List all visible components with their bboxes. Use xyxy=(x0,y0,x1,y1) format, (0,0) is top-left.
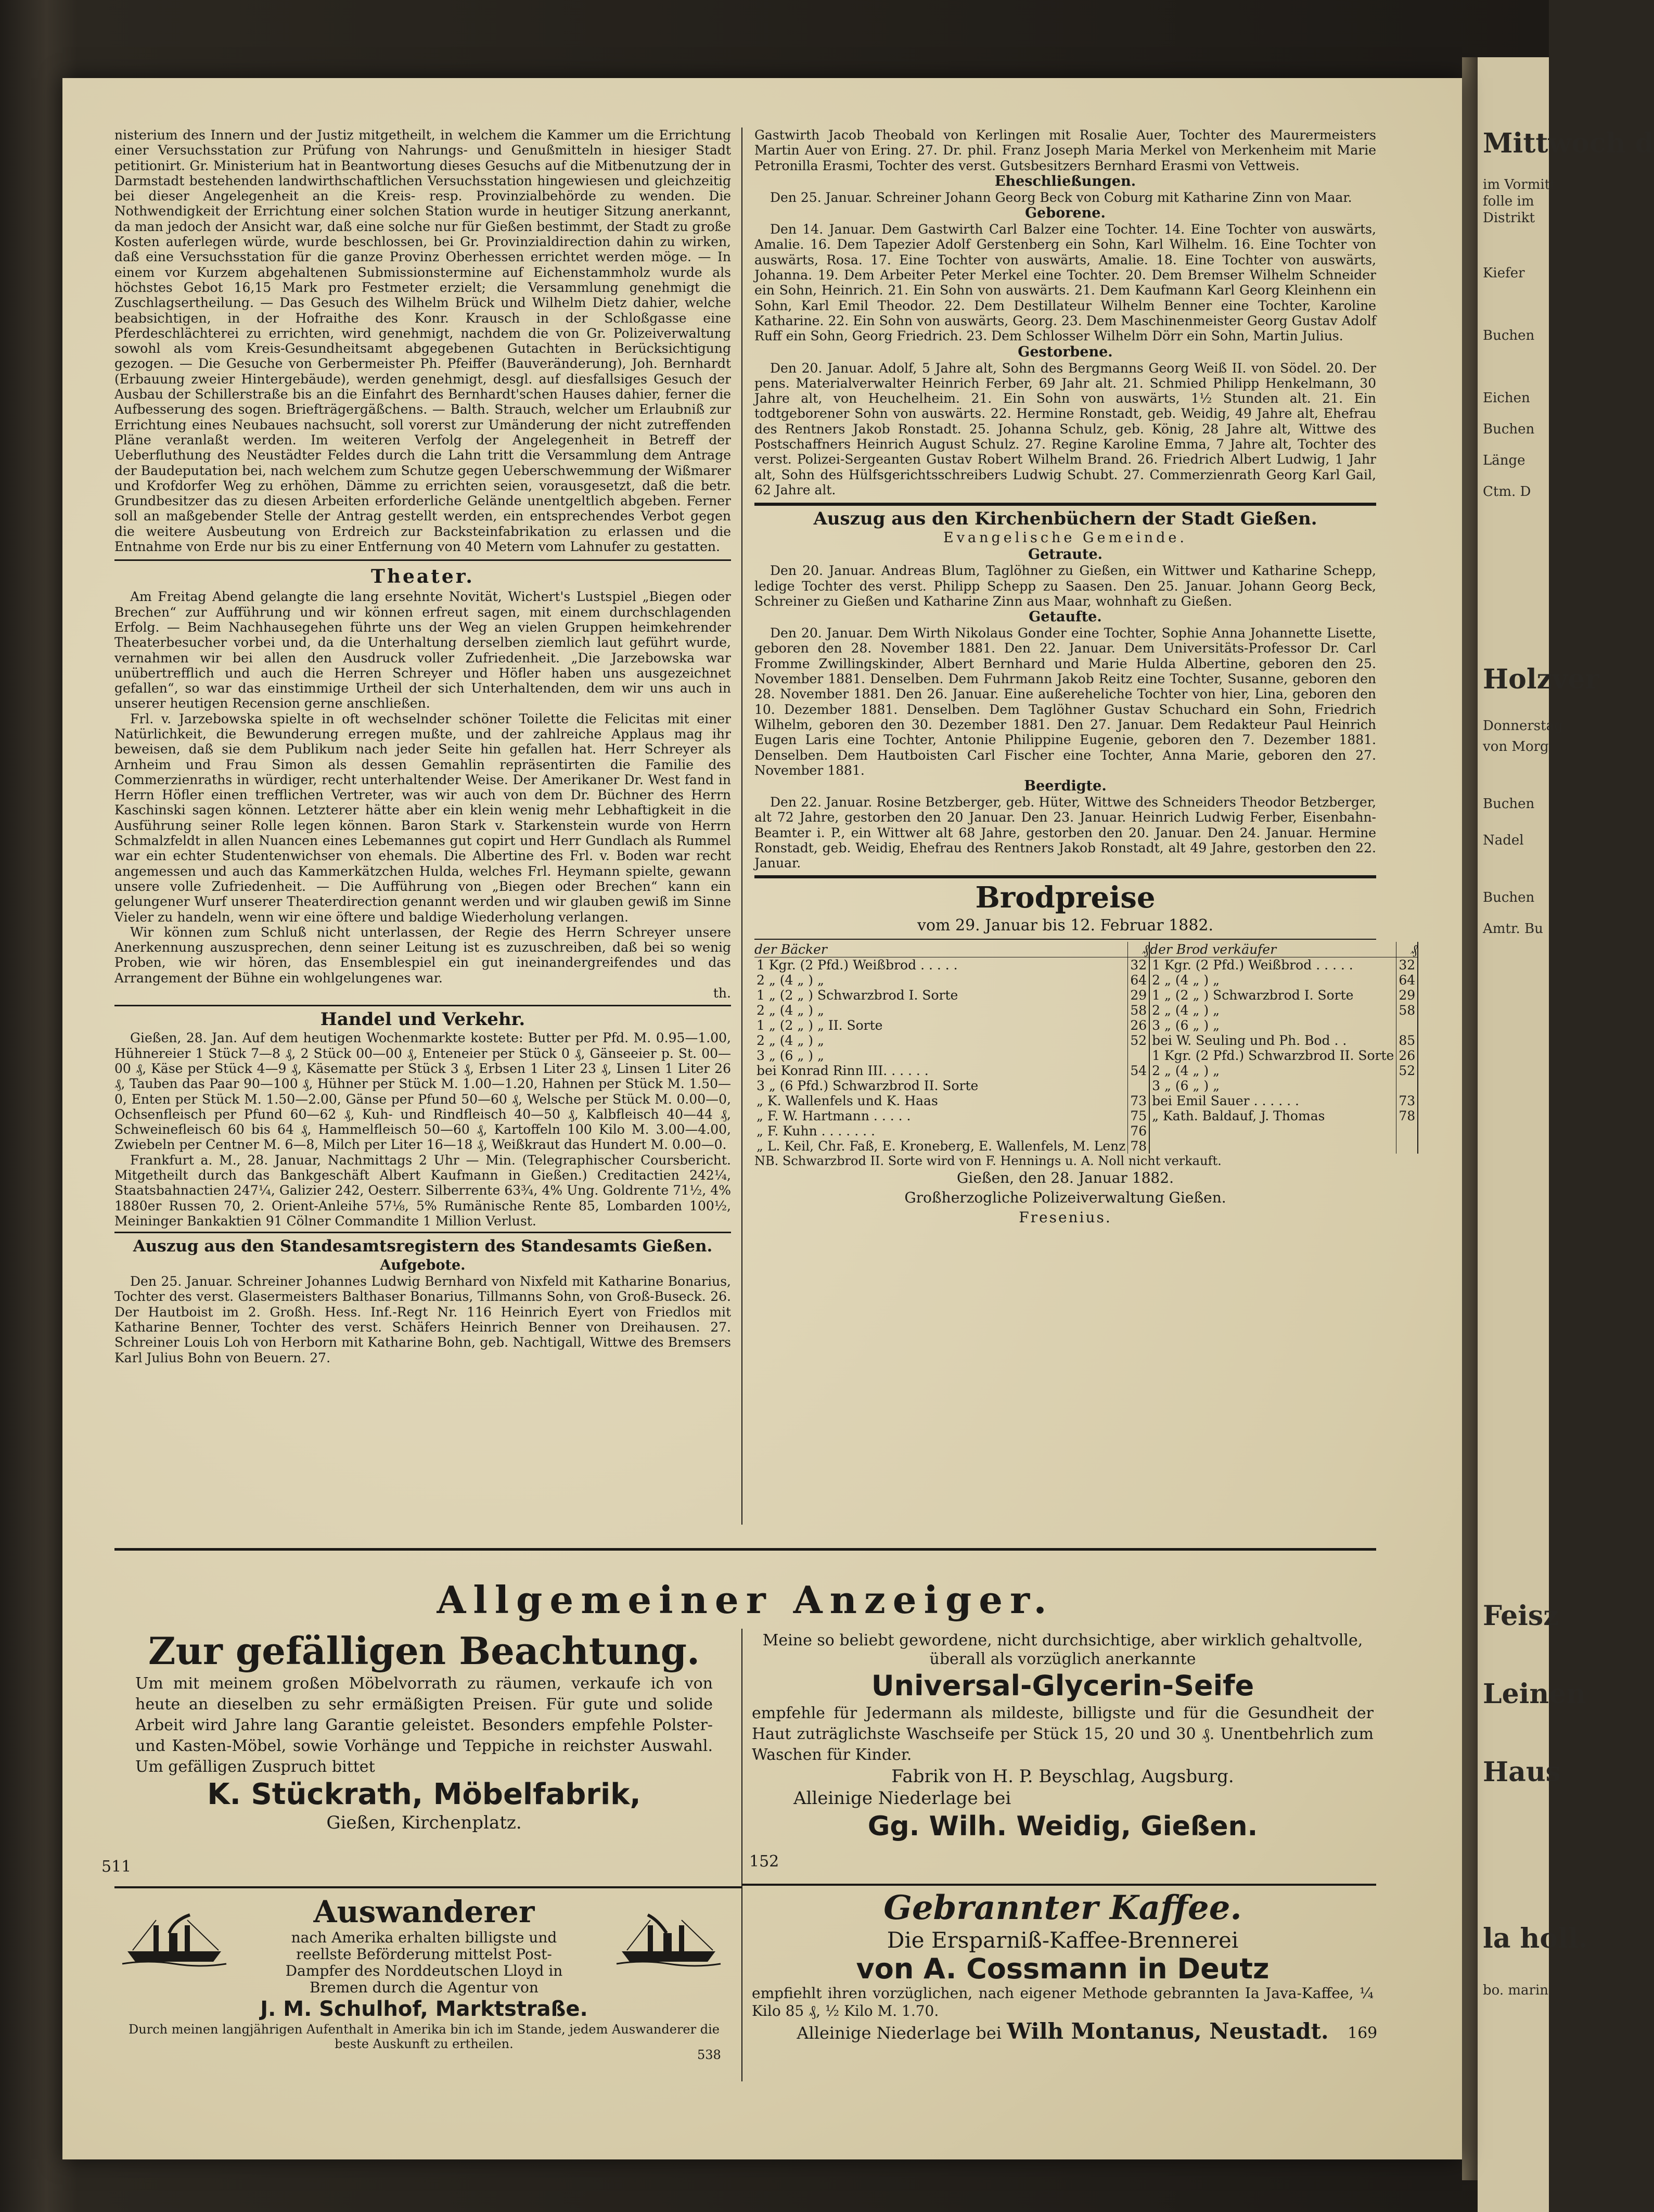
ads-top-rule xyxy=(114,1548,1376,1551)
bread-price-left: 76 xyxy=(1128,1123,1149,1139)
theater-paragraph: Wir können zum Schluß nicht unterlassen, der Regie des Herrn Schreyer unsere Anerkennung auszusprechen, denn seiner Leitung ist es zuzuschreiben, daß bei so wenig Proben, wie wir hören, das Ensemblespiel ein gut ineinandergreifendes und das Arrangement der Bühne ein wohlgelungenes war. xyxy=(114,924,731,986)
bread-note: NB. Schwarzbrod II. Sorte wird von F. Hennings u. A. Noll nicht verkauft. xyxy=(754,1153,1222,1168)
steamship-icon xyxy=(122,1910,226,1967)
coffee-ad-firm: von A. Cossmann in Deutz xyxy=(856,1952,1270,1985)
banns-continued: Gastwirth Jacob Theobald von Kerlingen mit Rosalie Auer, Tochter des Maurermeisters Martin Auer von Ering. 27. Dr. phil. Franz Joseph Maria Merkel von Merkenheim mit Marie Petronilla Erasmi, Tochter des verst. Gutsbesitzers Bernhard Erasmi von Vettweis. xyxy=(754,127,1376,173)
bread-item-right: 2 „ (4 „ ) „ xyxy=(1152,972,1220,988)
table-header-price-unit: ₰ xyxy=(1128,942,1149,957)
bread-price-row xyxy=(754,1033,1418,1048)
bread-item-left: 2 „ (4 „ ) „ xyxy=(757,1032,824,1048)
ad-number: 152 xyxy=(749,1852,779,1871)
bread-price-left: 64 xyxy=(1128,973,1149,988)
bread-price-row xyxy=(754,1063,1418,1078)
bread-price-left: 26 xyxy=(1128,1018,1149,1033)
bread-item-right: 2 „ (4 „ ) „ xyxy=(1152,1002,1220,1018)
bread-price-right: 52 xyxy=(1396,1063,1418,1078)
bread-item-left: „ K. Wallenfels und K. Haas xyxy=(757,1093,938,1108)
coffee-ad-subtitle: Die Ersparniß-Kaffee-Brennerei xyxy=(887,1927,1239,1953)
adjacent-fragment: Buchen xyxy=(1483,421,1535,437)
parish-subheading: Evangelische Gemeinde. xyxy=(943,530,1187,546)
marriages-heading: Eheschließungen. xyxy=(994,173,1136,189)
section-rule xyxy=(114,559,731,562)
coffee-ad-depot-firm: Wilh Montanus, Neustadt. xyxy=(1007,2018,1329,2044)
adjacent-fragment: Buchen xyxy=(1483,328,1535,343)
bread-price-row xyxy=(754,1078,1418,1093)
bread-item-right: 1 „ (2 „ ) Schwarzbrod I. Sorte xyxy=(1152,987,1354,1003)
ad-number: 511 xyxy=(101,1858,132,1876)
section-rule xyxy=(754,503,1376,506)
theater-paragraph: Frl. v. Jarzebowska spielte in oft wechselnder schöner Toilette die Felicitas mit einer Natürlichkeit, die Bewunderung erregen mußte, und der zahlreiche Applaus mag ihr beweisen, daß sie dem Publikum nach jeder Seite hin gefallen hat. Herr Schreyer als Arnheim und Frau Simon als dessen Gemahlin repräsentirten die Familie des Commerzienraths in würdiger, recht unterhaltender Weise. Der Amerikaner Dr. West fand in Herrn Höfler einen trefflichen Vertreter, was wir auch von dem Dr. Büchner des Herrn Kaschinski sagen können. Letzterer hätte aber ein klein wenig mehr Lebhaftigkeit in die Ausführung seiner Rolle legen können. Baron Stark v. Starkenstein wurde von Herrn Schmalzfeldt in allen Nuancen eines Lebemannes gut copirt und Herr Gundlach als Rummel war ein echter Studentenwichser von ehemals. Die Albertine des Frl. v. Boden war recht angemessen und auch das Kammerkätzchen Hulda, welches Frl. Heymann spielte, gewann unsere volle Zufriedenheit. — Die Aufführung von „Biegen oder Brechen“ kann ein gelungener Wurf unserer Theaterdirection genannt werden und wir glauben gewiß im Sinne Vieler zu handeln, wenn wir eine öftere und baldige Wiederholung verlangen. xyxy=(114,711,731,925)
bread-signature: Fresenius. xyxy=(1019,1208,1112,1226)
soap-ad-body: empfehle für Jedermann als mildeste, billigste und für die Gesundheit der Haut zuträglichste Waschseife per Stück 15, 20 und 30 ₰. Unentbehrlich zum Waschen für Kinder. xyxy=(752,1704,1374,1764)
bread-price-left xyxy=(1128,1078,1149,1093)
adjacent-fragment: Buchen xyxy=(1483,890,1535,905)
adjacent-fragment: Buchen xyxy=(1483,796,1535,812)
emigrant-ad-body: nach Amerika erhalten billigste und reellste Beförderung mittelst Post-Dampfer des Norddeutschen Lloyd in Bremen durch die Agentur von xyxy=(285,1929,563,1996)
bread-price-row xyxy=(754,1018,1418,1033)
bread-item-right xyxy=(1149,1139,1396,1154)
bread-price-left: 29 xyxy=(1128,988,1149,1003)
adjacent-fragment: von Morg xyxy=(1483,739,1549,755)
bread-item-right: 1 Kgr. (2 Pfd.) Schwarzbrod II. Sorte xyxy=(1152,1047,1394,1063)
baptisms-heading: Getaufte. xyxy=(1029,609,1102,625)
burials-paragraph: Den 22. Januar. Rosine Betzberger, geb. Hüter, Wittwe des Schneiders Theodor Betzberger, alt 72 Jahre, gestorben den 20 Januar. Den 23. Januar. Heinrich Ludwig Ferber, Eisenbahn-Beamter i. P., ein Wittwer alt 68 Jahre, gestorben den 20. Januar. Den 24. Januar. Hermine Ronstadt, geb. Weidig, Ehefrau des Rentners Jakob Ronstadt, alt 49 Jahre, gestorben den 22. Januar. xyxy=(754,795,1376,871)
furniture-ad-body: Um mit meinem großen Möbelvorrath zu räumen, verkaufe ich von heute an dieselben zu sehr ermäßigten Preisen. Für gute und solide Arbeit wird Jahre lang Garantie geleistet. Besonders empfehle Polster- und Kasten-Möbel, sowie Vorhänge und Teppiche in reichster Auswahl. Um gefälligen Zuspruch bittet xyxy=(135,1674,713,1776)
stock-report: Frankfurt a. M., 28. Januar, Nachmittags 2 Uhr — Min. (Telegraphischer Coursbericht. Mitgetheilt durch das Bankgeschäft Albert Kaufmann in Gießen.) Creditactien 242¼, Staatsbahnactien 247¼, Galizier 242, Oesterr. Silberrente 63¾, 4% Ung. Goldrente 71½, 4% 1880er Russen 70, 2. Orient-Anleihe 57⅛, 5% Rumänische Rente 85, Lombarden 100½, Meininger Bankaktien 91 Cölner Commanditе 1 Million Verlust. xyxy=(114,1152,731,1229)
bread-item-left: bei Konrad Rinn III. . . . . . xyxy=(757,1063,929,1078)
bread-price-left: 58 xyxy=(1128,1003,1149,1018)
bread-item-left: 1 Kgr. (2 Pfd.) Weißbrod . . . . . xyxy=(757,957,958,973)
column-divider xyxy=(741,127,742,1525)
bread-item-right: 3 „ (6 „ ) „ xyxy=(1152,1017,1220,1033)
banns-paragraph: Den 25. Januar. Schreiner Johannes Ludwig Bernhard von Nixfeld mit Katharine Bonarius, Tochter des verst. Glasermeisters Balthaser Bonarius, Tillmanns Sohn, von Groß-Buseck. 26. Der Hautboist im 2. Großh. Hess. Inf.-Regt Nr. 116 Heinrich Eyert von Friedlos mit Katharine Benner, Tochter des verst. Schäfers Heinrich Benner von Dreihausen. 27. Schreiner Louis Loh von Herborn mit Katharine Bohn, geb. Nachtigall, Wittwe des Bremsers Karl Julius Bohn von Beuern. 27. xyxy=(114,1274,731,1365)
furniture-ad xyxy=(114,1629,734,1834)
table-header-sellers: der Brod verkäufer xyxy=(1149,942,1396,957)
bread-item-right: 3 „ (6 „ ) „ xyxy=(1152,1078,1220,1093)
bread-price-right xyxy=(1396,1139,1418,1154)
ads-section-title: Allgemeiner Anzeiger. xyxy=(437,1578,1054,1622)
bread-item-left: 2 „ (4 „ ) „ xyxy=(757,972,824,988)
burials-heading: Beerdigte. xyxy=(1024,778,1107,795)
weddings-heading: Getraute. xyxy=(1028,546,1103,563)
left-column xyxy=(114,127,731,1365)
adjacent-fragment: Holzver xyxy=(1483,663,1599,695)
theater-heading: Theater. xyxy=(371,566,475,588)
table-header-price-unit: ₰ xyxy=(1396,942,1418,957)
right-column xyxy=(754,127,1418,1228)
ad-separator xyxy=(114,1886,741,1888)
emigrant-ad-agency: J. M. Schulhof, Marktstraße. xyxy=(260,1997,588,2021)
trade-heading: Handel und Verkehr. xyxy=(320,1009,525,1030)
bread-price-row xyxy=(754,1139,1418,1154)
bread-item-left: „ L. Keil, Chr. Faß, E. Kroneberg, E. Wallenfels, M. Lenz xyxy=(757,1138,1126,1154)
furniture-ad-address: Gießen, Kirchenplatz. xyxy=(326,1812,522,1833)
marriages-paragraph: Den 25. Januar. Schreiner Johann Georg Beck von Coburg mit Katharine Zinn von Maar. xyxy=(770,189,1352,205)
banns-heading: Aufgebote. xyxy=(380,1257,466,1274)
bread-item-left: 3 „ (6 „ ) „ xyxy=(757,1047,824,1063)
bread-item-left: 1 „ (2 „ ) „ II. Sorte xyxy=(757,1017,883,1033)
steamship-icon xyxy=(617,1910,721,1967)
adjacent-fragment: la holl. xyxy=(1483,1923,1588,1954)
market-prices: Gießen, 28. Jan. Auf dem heutigen Wochenmarkte kostete: Butter per Pfd. M. 0.95—1.00, Hühnereier 1 Stück 7—8 ₰, 2 Stück 00—00 ₰, Enteneier per Stück 0 ₰, Gänseeier p. St. 00—00 ₰, Käse per Stück 4—9 ₰, Käsematte per Stück 3 ₰, Erbsen 1 Liter 23 ₰, Linsen 1 Liter 26 ₰, Tauben das Paar 90—100 ₰, Hühner per Stück M. 1.00—1.20, Hahnen per Stück M. 1.50—0, Enten per Stück M. 1.50—2.00, Gänse per Pfund 50—60 ₰, Welsche per Stück M. 0.00—0, Ochsenfleisch per Pfund 60—62 ₰, Kuh- und Rindfleisch 40—50 ₰, Kalbfleisch 40—44 ₰, Schweinefleisch 60 bis 64 ₰, Hammelfleisch 50—60 ₰, Kartoffeln 100 Kilo M. 3.00—4.00, Zwiebeln per Centner M. 6—8, Milch per Liter 16—18 ₰, Weißkraut das Hundert M. 0.00—0. xyxy=(114,1030,731,1153)
bread-item-right xyxy=(1149,1123,1396,1139)
section-rule xyxy=(114,1005,731,1006)
ad-number: 169 xyxy=(1348,2024,1378,2042)
bread-authority: Großherzogliche Polizeiverwaltung Gießen. xyxy=(904,1188,1226,1206)
bread-price-right xyxy=(1396,1018,1418,1033)
bread-prices-title: Brodpreise xyxy=(975,880,1156,915)
bread-price-left: 52 xyxy=(1128,1033,1149,1048)
bread-price-row xyxy=(754,957,1418,973)
bread-item-right: bei W. Seuling und Ph. Bod . . xyxy=(1152,1032,1347,1048)
table-rule xyxy=(754,939,1376,940)
bread-prices-period: vom 29. Januar bis 12. Februar 1882. xyxy=(917,916,1213,935)
theater-signature: th. xyxy=(713,986,731,1001)
emigrant-ad-title: Auswanderer xyxy=(313,1894,535,1929)
bread-price-right: 32 xyxy=(1396,957,1418,973)
bread-price-right: 26 xyxy=(1396,1048,1418,1063)
bread-item-left: 2 „ (4 „ ) „ xyxy=(757,1002,824,1018)
bread-price-row xyxy=(754,988,1418,1003)
adjacent-fragment: Haus xyxy=(1483,1756,1561,1788)
adjacent-fragment: Leinen xyxy=(1483,1678,1586,1710)
bread-price-row xyxy=(754,1108,1418,1123)
adjacent-fragment: bo. marin xyxy=(1483,1983,1549,1998)
bread-price-row xyxy=(754,973,1418,988)
bread-price-right: 73 xyxy=(1396,1093,1418,1108)
adjacent-fragment: Nadel xyxy=(1483,833,1524,848)
adjacent-fragment: Feisz xyxy=(1483,1600,1559,1632)
births-paragraph: Den 14. Januar. Dem Gastwirth Carl Balzer eine Tochter. 14. Eine Tochter von auswärts, Amalie. 16. Dem Tapezier Adolf Gerstenberg ein Sohn, Karl Wilhelm. 16. Eine Tochter von auswärts, Rosa. 17. Eine Tochter von auswärts, Amalie. 18. Eine Tochter von auswärts, Johanna. 19. Dem Arbeiter Peter Merkel eine Tochter. 20. Dem Bremser Wilhelm Schneider ein Sohn, Heinrich. 21. Ein Sohn von auswärts. 21. Dem Kaufmann Karl Georg Kleinhenn ein Sohn, Karl Emil Theodor. 22. Dem Destillateur Wilhelm Benner eine Tochter, Karoline Katharine. 22. Ein Sohn von auswärts, Georg. 23. Dem Maschinenmeister Georg Gustav Adolf Ruff ein Sohn, Georg Friedrich. 23. Dem Schlosser Wilhelm Dörr ein Sohn, Martin Julius. xyxy=(754,222,1376,344)
bread-price-left: 75 xyxy=(1128,1108,1149,1123)
bread-price-right: 78 xyxy=(1396,1108,1418,1123)
bread-price-row xyxy=(754,1093,1418,1108)
soap-ad-maker: Fabrik von H. P. Beyschlag, Augsburg. xyxy=(891,1766,1234,1787)
bread-price-right: 58 xyxy=(1396,1003,1418,1018)
coffee-ad-title: Gebrannter Kaffee. xyxy=(883,1888,1242,1927)
soap-ad-firm: Gg. Wilh. Weidig, Gießen. xyxy=(867,1811,1258,1842)
bread-price-right: 64 xyxy=(1396,973,1418,988)
bread-price-left: 32 xyxy=(1128,957,1149,973)
bread-price-left xyxy=(1128,1048,1149,1063)
bread-price-left: 73 xyxy=(1128,1093,1149,1108)
bread-item-right: „ Kath. Baldauf, J. Thomas xyxy=(1152,1108,1325,1123)
bread-price-right xyxy=(1396,1123,1418,1139)
bread-item-right: 2 „ (4 „ ) „ xyxy=(1152,1063,1220,1078)
bread-price-left: 78 xyxy=(1128,1139,1149,1154)
city-council-report: nisterium des Innern und der Justiz mitgetheilt, in welchem die Kammer um die Errichtung einer Versuchsstation zur Prüfung von Nahrungs- und Genußmitteln in hiesiger Stadt petitionirt. Gr. Ministerium hat in Beantwortung dieses Gesuchs auf die Mitbenutzung der in Darmstadt bestehenden landwirthschaftlichen Versuchsstation hingewiesen und gleichzeitig bei dieser Angelegenheit an die Kreis- resp. Provinzialbehörde zu wenden. Die Nothwendigkeit der Errichtung einer solchen Station wurde in heutiger Sitzung anerkannt, da man jedoch der Ansicht war, daß eine solche nur für Gießen bestimmt, der Stadt zu große Kosten auferlegen würde, wurde beschlossen, bei Gr. Provinzialdirection dahin zu wirken, daß eine Versuchsstation für die ganze Provinz Oberhessen errichtet werden möge. — In einem vor Kurzem abgehaltenen Submissionstermine auf Eichenstammholz wurde als höchstes Gebot 16,15 Mark pro Festmeter erzielt; die Versammlung genehmigt die Zuschlagsertheilung. — Das Gesuch des Wilhelm Brück und Wilhelm Dietz dahier, welche beabsichtigen, in der Hofraithe des Konr. Krausch in der Schloßgasse eine Pferdeschlächterei zu errichten, wird genehmigt, nachdem die von Gr. Polizeiverwaltung sowohl als vom Kreis-Gesundheitsamt abgegebenen Gutachten in Berücksichtigung gezogen. — Die Gesuche von Gerbermeister Ph. Pfeiffer (Bauveränderung), Joh. Bernhardt (Erbauung zweier Hintergebäude), werden genehmigt, desgl. auf diesfallsiges Gesuch der Ausbau der Schillerstraße bis an die Einfahrt des Bernhardt'schen Hauses dahier, ferner die Aufbesserung des sogen. Briefträgergäßchens. — Balth. Strauch, welcher um Erlaubniß zur Errichtung eines Neubaues nachsucht, soll vorerst zur Umänderung der nicht zutreffenden Pläne veranlaßt werden. Im weiteren Verfolg der Angelegenheit in Betreff der Ueberfluthung des Neustädter Feldes durch die Lahn tritt die Versammlung dem Antrage der Baudeputation bei, nach welchem zum Schutze gegen Ueberschwemmung der Wißmarer und Krofdorfer Weg zu erhöhen, Dämme zu errichten seien, vorausgesetzt, daß die betr. Grundbesitzer das zu diesen Arbeiten erforderliche Gelände unentgeltlich abgeben. Ferner soll an maßgebender Stelle der Antrag gestellt werden, ein entsprechendes Verbot gegen die weitere Ausbeutung von Erdreich zur Backsteinfabrikation zu erlassen und die Entnahme von Erde nur bis zu einer Entfernung von 40 Metern vom Lahnufer zu gestatten. xyxy=(114,127,731,555)
adjacent-fragment: Mittwoch d xyxy=(1483,127,1654,159)
furniture-ad-firm: K. Stückrath, Möbelfabrik, xyxy=(207,1778,641,1811)
bread-price-right: 85 xyxy=(1396,1033,1418,1048)
adjacent-fragment: Ctm. D xyxy=(1483,484,1531,500)
births-heading: Geborene. xyxy=(1025,205,1106,222)
soap-ad-intro: Meine so beliebt gewordene, nicht durchsichtige, aber wirklich gehaltvolle, überall als vorzüglich anerkannte xyxy=(762,1631,1363,1668)
bread-item-left: „ F. W. Hartmann . . . . . xyxy=(757,1108,911,1123)
section-rule xyxy=(114,1232,731,1233)
bread-item-left: 1 „ (2 „ ) Schwarzbrod I. Sorte xyxy=(757,987,958,1003)
coffee-ad-depot-line xyxy=(752,2020,1374,2044)
coffee-ad xyxy=(752,1889,1374,2044)
section-rule xyxy=(754,875,1376,878)
adjacent-fragment: Länge xyxy=(1483,453,1525,468)
ad-separator xyxy=(742,1884,1376,1886)
bread-item-left: „ F. Kuhn . . . . . . . xyxy=(757,1123,875,1139)
ad-number: 538 xyxy=(697,2048,721,2062)
theater-paragraph: Am Freitag Abend gelangte die lang ersehnte Novität, Wichert's Lustspiel „Biegen oder Brechen“ zur Aufführung und wir können erfreut sagen, mit einem durchschlagenden Erfolg. — Beim Nachhausegehen führte uns der Weg an vielen Gruppen heimkehrender Theaterbesucher vorbei und, da die Unterhaltung derselben ziemlich laut geführt wurde, vernahmen wir bei allen den Ausdruck voller Zufriedenheit. „Die Jarzebowska war unübertrefflich und auch die Herren Schreyer und Höfler haben uns ausgezeichnet gefallen“, so war das einstimmige Urtheil der sich Unterhaltenden, dem wir uns auch in unserer heutigen Recension gerne anschließen. xyxy=(114,589,731,711)
bread-item-right: bei Emil Sauer . . . . . . xyxy=(1152,1093,1299,1108)
bread-item-right: 1 Kgr. (2 Pfd.) Weißbrod . . . . . xyxy=(1152,957,1353,973)
ads-column-divider xyxy=(741,1629,742,2081)
registry-heading: Auszug aus den Standesamtsregistern des Standesamts Gießen. xyxy=(133,1237,713,1256)
adjacent-fragment: Eichen xyxy=(1483,390,1530,406)
bread-place-date: Gießen, den 28. Januar 1882. xyxy=(957,1169,1174,1186)
furniture-ad-title: Zur gefälligen Beachtung. xyxy=(148,1629,700,1673)
coffee-ad-depot: Alleinige Niederlage bei xyxy=(797,2023,1002,2043)
table-header-bakers: der Bäcker xyxy=(754,942,1128,957)
bread-item-left: 3 „ (6 Pfd.) Schwarzbrod II. Sorte xyxy=(757,1078,979,1093)
deaths-heading: Gestorbene. xyxy=(1018,343,1113,360)
coffee-ad-body: empfiehlt ihren vorzüglichen, nach eigener Methode gebrannten Ia Java-Kaffee, ¼ Kilo 85 ₰, ½ Kilo M. 1.70. xyxy=(752,1985,1374,2019)
adjacent-fragment: Donnerstag xyxy=(1483,718,1563,734)
bread-price-row xyxy=(754,1003,1418,1018)
adjacent-fragment: im Vormitt xyxy=(1483,177,1556,193)
bread-price-right xyxy=(1396,1078,1418,1093)
bread-price-left: 54 xyxy=(1128,1063,1149,1078)
bread-price-right: 29 xyxy=(1396,988,1418,1003)
emigrant-ad-footer: Durch meinen langjährigen Aufenthalt in Amerika bin ich im Stande, jedem Auswanderer die beste Auskunft zu ertheilen. xyxy=(129,2022,720,2051)
soap-ad xyxy=(752,1631,1374,1844)
adjacent-page-fragment xyxy=(1478,57,1654,2212)
baptisms-paragraph: Den 20. Januar. Dem Wirth Nikolaus Gonder eine Tochter, Sophie Anna Johannette Lisette, geboren den 28. November 1881. Den 22. Januar. Dem Universitäts-Professor Dr. Carl Fromme Zwillingskinder, Albert Bernhard und Marie Hulda Albertine, geboren den 25. November 1881. Denselben. Dem Fuhrmann Jakob Reitz eine Tochter, Susanne, geboren den 28. November 1881. Den 26. Januar. Eine außereheliche Tochter von hier, Lina, geboren den 10. Dezember 1881. Denselben. Dem Taglöhner Gustav Schuchard ein Sohn, Friedrich Wilhelm, geboren den 30. Dezember 1881. Den 27. Januar. Dem Redakteur Paul Heinrich Eugen Laris eine Tochter, Antonie Philippine Eugenie, geboren den 7. Dezember 1881. Denselben. Dem Hautboisten Carl Fischer eine Tochter, Anna Marie, geboren den 27. November 1881. xyxy=(754,625,1376,778)
bread-price-table xyxy=(754,942,1418,1154)
deaths-paragraph: Den 20. Januar. Adolf, 5 Jahre alt, Sohn des Bergmanns Georg Weiß II. von Södel. 20. Der pens. Materialverwalter Heinrich Ferber, 69 Jahr alt. 21. Schmied Philipp Henkelmann, 30 Jahre alt, von Heuchelheim. 21. Ein Sohn von auswärts, 1½ Stunden alt. 21. Ein todtgeborener Sohn von auswärts. 22. Hermine Ronstadt, geb. Weidig, 49 Jahre alt, Ehefrau des Rentners Jakob Ronstadt. 25. Johanna Schulz, geb. König, 28 Jahre alt, Wittwe des Postschaffners Heinrich August Schulz. 27. Regine Karoline Emma, 7 Jahre alt, Tochter des verst. Polizei-Sergeanten Gustav Robert Wilhelm Brand. 26. Friedrich Albert Ludwig, 1 Jahr alt, Sohn des Hülfsgerichtsschreibers Ludwig Schubt. 27. Commerzienrath Georg Karl Gail, 62 Jahre alt. xyxy=(754,360,1376,497)
soap-ad-product: Universal-Glycerin-Seife xyxy=(871,1669,1254,1702)
bread-price-row xyxy=(754,1123,1418,1139)
adjacent-fragment: folle im xyxy=(1483,194,1534,209)
bread-price-row xyxy=(754,1048,1418,1063)
church-records-heading: Auszug aus den Kirchenbüchern der Stadt Gießen. xyxy=(813,508,1317,530)
weddings-paragraph: Den 20. Januar. Andreas Blum, Taglöhner zu Gießen, ein Wittwer und Katharine Schepp, ledige Tochter des verst. Philipp Schepp zu Saasen. Den 25. Januar. Johann Georg Beck, Schreiner zu Gießen und Katharine Zinn aus Maar, wohnhaft zu Gießen. xyxy=(754,563,1376,609)
adjacent-fragment: Kiefer xyxy=(1483,265,1525,281)
adjacent-fragment: Amtr. Bu xyxy=(1483,921,1543,937)
adjacent-fragment: Distrikt xyxy=(1483,210,1535,226)
soap-ad-depot: Alleinige Niederlage bei xyxy=(793,1788,1011,1809)
